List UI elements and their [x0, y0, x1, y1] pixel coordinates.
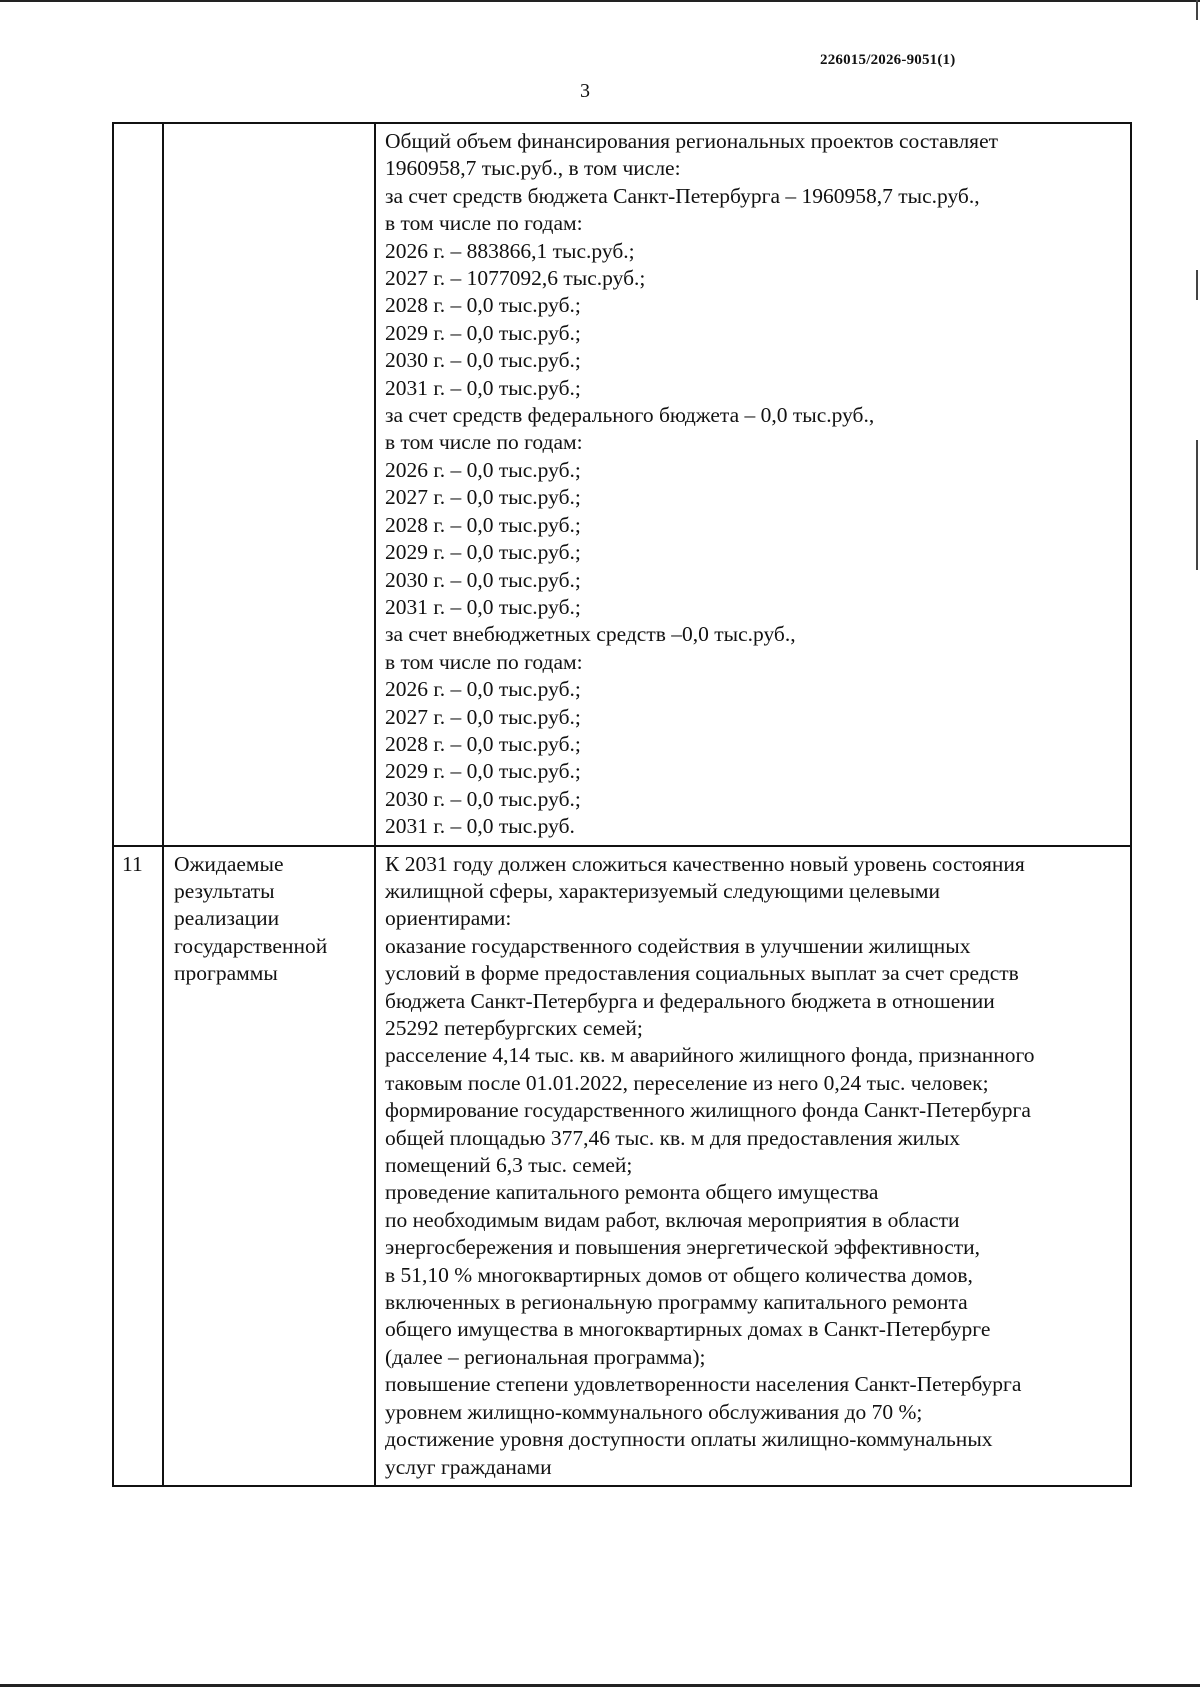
program-passport-table: [112, 122, 1132, 1487]
content-line: услуг гражданами: [385, 1454, 552, 1479]
section-name-line: результаты: [174, 878, 275, 903]
content-line: оказание государственного содействия в улучшении жилищных: [385, 933, 971, 958]
content-line: 2031 г. – 0,0 тыс.руб.: [385, 814, 575, 839]
content-line: (далее – региональная программа);: [385, 1344, 706, 1369]
content-line: по необходимым видам работ, включая мероприятия в области: [385, 1207, 960, 1232]
content-line: 2028 г. – 0,0 тыс.руб.;: [385, 512, 581, 537]
content-line: в том числе по годам:: [385, 211, 583, 236]
content-line: повышение степени удовлетворенности населения Санкт-Петербурга: [385, 1372, 1022, 1397]
section-name-line: программы: [174, 961, 278, 986]
content-line: в том числе по годам:: [385, 430, 583, 455]
content-line: энергосбережения и повышения энергетической эффективности,: [385, 1235, 981, 1260]
scan-border-right: [1196, 440, 1198, 570]
content-line: К 2031 году должен сложиться качественно новый уровень состояния: [385, 851, 1025, 876]
section-content-cell: [375, 123, 1131, 846]
scan-border-bottom: [0, 1684, 1200, 1687]
content-line: ориентирами:: [385, 906, 512, 931]
content-line: 2031 г. – 0,0 тыс.руб.;: [385, 594, 581, 619]
content-line: в том числе по годам:: [385, 649, 583, 674]
table-row: [113, 846, 1131, 1486]
section-name-cell: [163, 123, 375, 846]
content-line: в 51,10 % многоквартирных домов от общего количества домов,: [385, 1262, 973, 1287]
page-number: 3: [580, 80, 590, 102]
content-line: 2028 г. – 0,0 тыс.руб.;: [385, 293, 581, 318]
content-line: уровнем жилищно-коммунального обслуживания до 70 %;: [385, 1399, 923, 1424]
content-line: 2030 г. – 0,0 тыс.руб.;: [385, 348, 581, 373]
row-number-cell: [113, 123, 163, 846]
content-line: условий в форме предоставления социальных выплат за счет средств: [385, 961, 1019, 986]
content-line: расселение 4,14 тыс. кв. м аварийного жилищного фонда, признанного: [385, 1043, 1035, 1068]
content-line: таковым после 01.01.2022, переселение из него 0,24 тыс. человек;: [385, 1070, 989, 1095]
content-line: бюджета Санкт-Петербурга и федерального бюджета в отношении: [385, 988, 995, 1013]
content-line: 2027 г. – 1077092,6 тыс.руб.;: [385, 266, 646, 291]
content-line: общей площадью 377,46 тыс. кв. м для предоставления жилых: [385, 1125, 961, 1150]
content-line: 2028 г. – 0,0 тыс.руб.;: [385, 731, 581, 756]
content-line: за счет внебюджетных средств –0,0 тыс.руб.,: [385, 622, 796, 647]
row-number-cell: 11: [113, 846, 163, 1486]
content-line: 2029 г. – 0,0 тыс.руб.;: [385, 320, 581, 345]
section-name-cell: [163, 846, 375, 1486]
content-line: 2026 г. – 0,0 тыс.руб.;: [385, 677, 581, 702]
content-line: помещений 6,3 тыс. семей;: [385, 1153, 633, 1178]
section-content-cell: [375, 846, 1131, 1486]
content-line: 2030 г. – 0,0 тыс.руб.;: [385, 567, 581, 592]
document-registration-number: 226015/2026-9051(1): [820, 52, 956, 68]
scan-border-right: [1196, 270, 1198, 300]
content-line: 2027 г. – 0,0 тыс.руб.;: [385, 485, 581, 510]
content-line: за счет средств бюджета Санкт-Петербурга – 1960958,7 тыс.руб.,: [385, 183, 980, 208]
content-line: 2030 г. – 0,0 тыс.руб.;: [385, 786, 581, 811]
section-name-line: реализации: [174, 906, 280, 931]
content-line: включенных в региональную программу капитального ремонта: [385, 1290, 968, 1315]
section-name-line: государственной: [174, 933, 328, 958]
content-line: 2029 г. – 0,0 тыс.руб.;: [385, 759, 581, 784]
content-line: проведение капитального ремонта общего имущества: [385, 1180, 879, 1205]
content-line: общего имущества в многоквартирных домах в Санкт-Петербурге: [385, 1317, 991, 1342]
content-line: 2027 г. – 0,0 тыс.руб.;: [385, 704, 581, 729]
section-name-line: Ожидаемые: [174, 851, 284, 876]
content-line: 1960958,7 тыс.руб., в том числе:: [385, 156, 681, 181]
scan-border-top: [0, 0, 1200, 2]
content-line: 2031 г. – 0,0 тыс.руб.;: [385, 375, 581, 400]
content-line: Общий объем финансирования региональных проектов составляет: [385, 129, 999, 153]
content-line: достижение уровня доступности оплаты жилищно-коммунальных: [385, 1427, 993, 1452]
content-line: 2029 г. – 0,0 тыс.руб.;: [385, 540, 581, 565]
content-line: 25292 петербургских семей;: [385, 1016, 643, 1040]
content-line: формирование государственного жилищного фонда Санкт-Петербурга: [385, 1098, 1031, 1123]
content-line: 2026 г. – 0,0 тыс.руб.;: [385, 457, 581, 482]
content-line: за счет средств федерального бюджета – 0,0 тыс.руб.,: [385, 403, 875, 428]
content-line: 2026 г. – 883866,1 тыс.руб.;: [385, 238, 635, 263]
scan-border-right: [1196, 0, 1198, 20]
table-row: [113, 123, 1131, 846]
content-line: жилищной сферы, характеризуемый следующими целевыми: [385, 878, 941, 903]
